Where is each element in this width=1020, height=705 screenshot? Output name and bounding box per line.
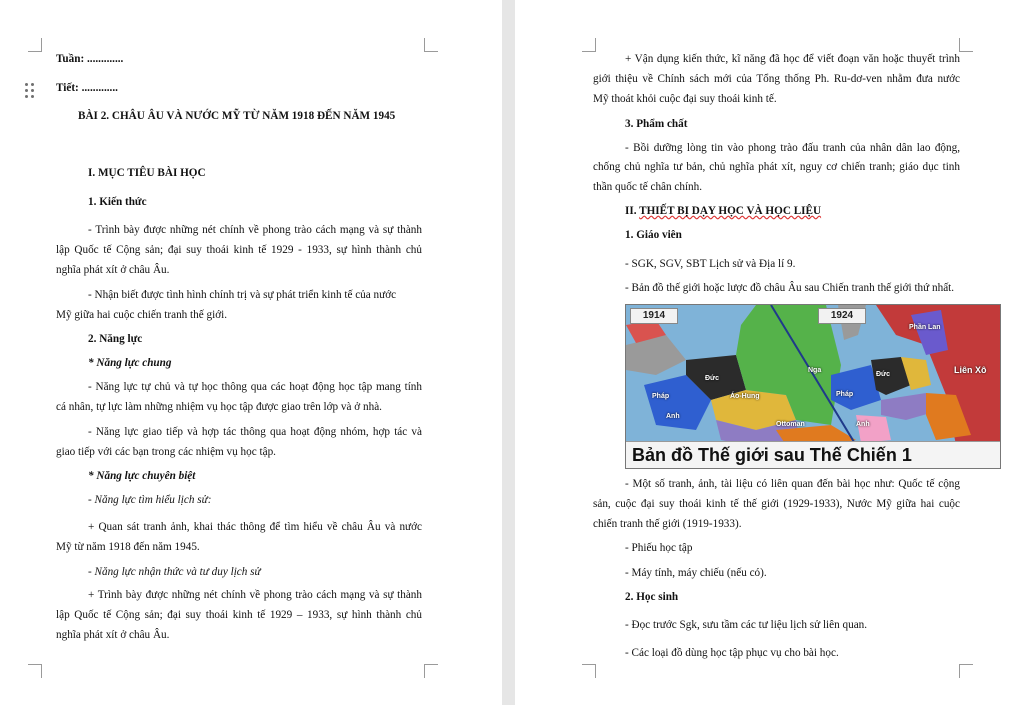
subsection-heading: 3. Phẩm chất <box>625 118 688 130</box>
paragraph-line: - Năng lực giao tiếp và hợp tác thông qua hoạt động nhóm, hợp tác và <box>88 426 422 438</box>
paragraph-line: Mỹ thoát khỏi cuộc đại suy thoái kinh tế. <box>593 93 777 105</box>
crop-mark <box>959 664 973 678</box>
crop-mark <box>959 38 973 52</box>
paragraph-line: giới thiệu về Chính sách mới của Tổng thống Ph. Ru-dơ-ven nhằm đưa nước <box>593 73 960 85</box>
list-item: - Bản đồ thế giới hoặc lược đồ châu Âu sau Chiến tranh thế giới thứ nhất. <box>625 282 955 294</box>
list-item: - SGK, SGV, SBT Lịch sử và Địa lí 9. <box>625 258 796 270</box>
section-title-spellcheck[interactable]: THIẾT BỊ DẠY HỌC VÀ HỌC LIỆU <box>639 205 822 217</box>
paragraph-line: - Trình bày được những nét chính về phong trào cách mạng và sự thành <box>88 224 422 236</box>
paragraph-line: lập Quốc tế Cộng sản; đại suy thoái kinh tế 1929 - 1933, sự hình thành chủ <box>56 244 422 256</box>
map-country-label: Nga <box>808 367 822 374</box>
document-page-right <box>515 0 1020 705</box>
paragraph-line: lập Quốc tế Cộng sản; đại suy thoái kinh tế 1929 – 1933, sự hình thành chủ <box>56 609 422 621</box>
map-country-label: Liên Xô <box>954 365 987 375</box>
paragraph-line: giao tiếp với các bạn trong các nhiệm vụ học tập. <box>56 446 276 458</box>
map-country-label: Đức <box>705 375 720 382</box>
map-year-label: 1924 <box>818 308 866 324</box>
paragraph-line: nghĩa phát xít ở châu Âu. <box>56 264 170 276</box>
map-country-label: Ottoman <box>776 421 805 428</box>
map-country-label: Pháp <box>652 393 670 400</box>
map-year-label: 1914 <box>630 308 678 324</box>
period-field: Tiết: ............. <box>56 82 118 94</box>
crop-mark <box>582 664 596 678</box>
europe-map-image[interactable] <box>625 304 1001 469</box>
map-country-label: Anh <box>666 413 680 420</box>
subsection-heading: 2. Năng lực <box>88 333 143 345</box>
map-country-label: Pháp <box>836 391 854 398</box>
paragraph-line: - Nhận biết được tình hình chính trị và sự phát triển kinh tế của nước <box>88 289 397 301</box>
map-caption: Bản đồ Thế giới sau Thế Chiến 1 <box>626 441 1000 468</box>
document-page-left <box>0 0 502 705</box>
subheading: - Năng lực nhận thức và tư duy lịch sử <box>88 566 261 578</box>
map-country-label: Áo-Hung <box>730 393 760 400</box>
paragraph-line: cá nhân, tự lực làm những nhiệm vụ học tập được giao trên lớp và ở nhà. <box>56 401 382 413</box>
paragraph-line: Mỹ giữa hai cuộc chiến tranh thế giới. <box>56 309 228 321</box>
paragraph-line: + Vận dụng kiến thức, kĩ năng đã học để viết đoạn văn hoặc thuyết trình <box>625 53 960 65</box>
paragraph-line: - Một số tranh, ảnh, tài liệu có liên quan đến bài học như: Quốc tế cộng <box>625 478 960 490</box>
paragraph-drag-handle-icon[interactable] <box>25 83 35 99</box>
crop-mark <box>424 38 438 52</box>
paragraph-line: chiến tranh thế giới (1919-1933). <box>593 518 742 530</box>
subsection-heading: 1. Kiến thức <box>88 196 147 208</box>
crop-mark <box>582 38 596 52</box>
list-item: - Phiếu học tập <box>625 542 693 554</box>
paragraph-line: thần quốc tế chân chính. <box>593 181 703 193</box>
map-country-label: Phần Lan <box>909 324 941 331</box>
list-item: - Đọc trước Sgk, sưu tầm các tư liệu lịch sử liên quan. <box>625 619 868 631</box>
paragraph-line: nghĩa phát xít ở châu Âu. <box>56 629 170 641</box>
section-heading <box>625 204 821 218</box>
subheading: * Năng lực chuyên biệt <box>88 470 196 482</box>
paragraph-line: Mỹ từ năm 1918 đến năm 1945. <box>56 541 200 553</box>
section-number: II. <box>625 205 640 217</box>
crop-mark <box>28 38 42 52</box>
subheading: * Năng lực chung <box>88 357 172 369</box>
subheading: - Năng lực tìm hiểu lịch sử: <box>88 494 212 506</box>
list-item: - Máy tính, máy chiếu (nếu có). <box>625 567 767 579</box>
paragraph-line: - Bồi dưỡng lòng tin vào phong trào đấu tranh của nhân dân lao động, <box>625 142 960 154</box>
crop-mark <box>28 664 42 678</box>
paragraph-line: + Quan sát tranh ảnh, khai thác thông để tìm hiểu về châu Âu và nước <box>88 521 422 533</box>
paragraph-line: sản, cuộc đại suy thoái kinh tế thế giới (1929-1933), Nước Mỹ giữa hai cuộc <box>593 498 960 510</box>
week-field: Tuần: ............. <box>56 53 124 65</box>
paragraph-line: chống chủ nghĩa tư bản, chủ nghĩa phát xít, nguy cơ chiến tranh; giáo dục tinh <box>593 161 960 173</box>
lesson-title: BÀI 2. CHÂU ÂU VÀ NƯỚC MỸ TỪ NĂM 1918 ĐẾN NĂM 1945 <box>78 110 396 122</box>
crop-mark <box>424 664 438 678</box>
paragraph-line: + Trình bày được những nét chính về phong trào cách mạng và sự thành <box>88 589 422 601</box>
map-country-label: Đức <box>876 371 891 378</box>
subsection-heading: 2. Học sinh <box>625 591 679 603</box>
subsection-heading: 1. Giáo viên <box>625 229 682 241</box>
map-country-label: Anh <box>856 421 870 428</box>
section-heading: I. MỤC TIÊU BÀI HỌC <box>88 167 206 179</box>
paragraph-line: - Năng lực tự chủ và tự học thông qua các hoạt động học tập mang tính <box>88 381 422 393</box>
list-item: - Các loại đồ dùng học tập phục vụ cho bài học. <box>625 647 839 659</box>
